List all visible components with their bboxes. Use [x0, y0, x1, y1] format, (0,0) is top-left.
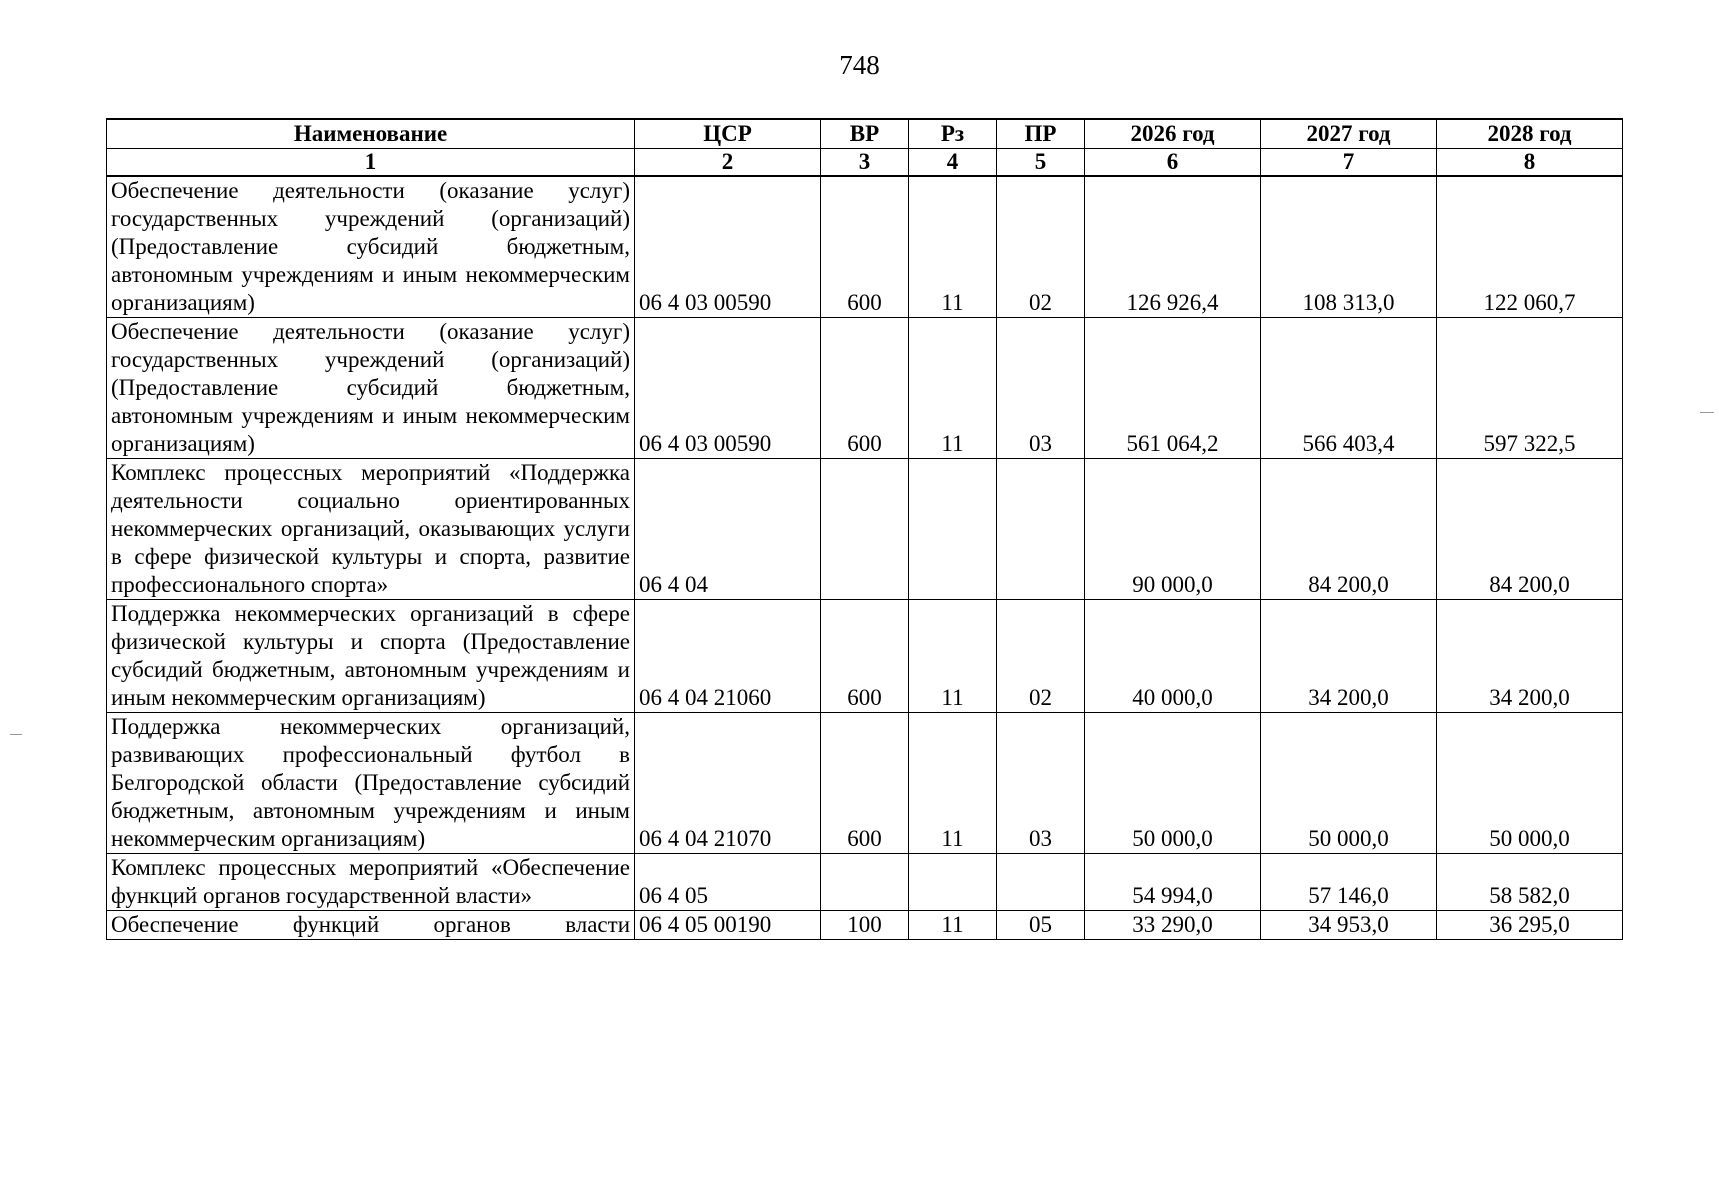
row-name: Обеспечение деятельности (оказание услуг) государственных учреждений (организаций) (Предоставление субсидий бюджетным, автономным учреждениям и иным некоммерческим организациям)	[107, 318, 635, 459]
row-vr: 600	[821, 176, 909, 318]
row-2026: 40 000,0	[1085, 600, 1261, 713]
row-2028: 597 322,5	[1437, 318, 1623, 459]
row-pr	[997, 459, 1085, 600]
table-row	[107, 318, 1623, 459]
row-2027: 84 200,0	[1261, 459, 1437, 600]
row-2027: 34 200,0	[1261, 600, 1437, 713]
row-2028: 58 582,0	[1437, 854, 1623, 911]
budget-table	[106, 118, 1623, 940]
row-rz: 11	[909, 911, 997, 940]
row-name: Поддержка некоммерческих организаций в сфере физической культуры и спорта (Предоставление субсидий бюджетным, автономным учреждениям и иным некоммерческим организациям)	[107, 600, 635, 713]
row-vr: 600	[821, 318, 909, 459]
row-rz: 11	[909, 713, 997, 854]
row-2028: 84 200,0	[1437, 459, 1623, 600]
row-rz: 11	[909, 176, 997, 318]
row-vr	[821, 459, 909, 600]
row-vr: 600	[821, 713, 909, 854]
row-pr: 02	[997, 600, 1085, 713]
row-rz	[909, 459, 997, 600]
row-csr: 06 4 04 21060	[635, 600, 821, 713]
row-name: Обеспечение деятельности (оказание услуг) государственных учреждений (организаций) (Предоставление субсидий бюджетным, автономным учреждениям и иным некоммерческим организациям)	[107, 176, 635, 318]
table-row	[107, 854, 1623, 911]
header-rz: Рз	[909, 119, 997, 149]
row-name: Комплекс процессных мероприятий «Поддержка деятельности социально ориентированных некоммерческих организаций, оказывающих услуги в сфере физической культуры и спорта, развитие профессионального спорта»	[107, 459, 635, 600]
column-number: 2	[635, 149, 821, 177]
header-2026: 2026 год	[1085, 119, 1261, 149]
row-rz: 11	[909, 318, 997, 459]
row-2026: 50 000,0	[1085, 713, 1261, 854]
row-pr: 03	[997, 713, 1085, 854]
table-row	[107, 713, 1623, 854]
header-csr: ЦСР	[635, 119, 821, 149]
row-2028: 36 295,0	[1437, 911, 1623, 940]
header-pr: ПР	[997, 119, 1085, 149]
row-pr: 03	[997, 318, 1085, 459]
page-number: 748	[839, 50, 880, 80]
row-name: Комплекс процессных мероприятий «Обеспечение функций органов государственной власти»	[107, 854, 635, 911]
row-vr: 600	[821, 600, 909, 713]
column-number: 6	[1085, 149, 1261, 177]
column-number: 4	[909, 149, 997, 177]
row-2027: 566 403,4	[1261, 318, 1437, 459]
row-2027: 108 313,0	[1261, 176, 1437, 318]
row-name: Поддержка некоммерческих организаций, развивающих профессиональный футбол в Белгородской области (Предоставление субсидий бюджетным, автономным учреждениям и иным некоммерческим организациям)	[107, 713, 635, 854]
row-csr: 06 4 04	[635, 459, 821, 600]
row-csr: 06 4 04 21070	[635, 713, 821, 854]
row-2026: 90 000,0	[1085, 459, 1261, 600]
row-2026: 561 064,2	[1085, 318, 1261, 459]
row-2026: 126 926,4	[1085, 176, 1261, 318]
header-2028: 2028 год	[1437, 119, 1623, 149]
row-2026: 54 994,0	[1085, 854, 1261, 911]
header-row	[107, 119, 1623, 149]
row-2028: 122 060,7	[1437, 176, 1623, 318]
row-2027: 34 953,0	[1261, 911, 1437, 940]
scan-mark	[1700, 412, 1714, 413]
row-2028: 34 200,0	[1437, 600, 1623, 713]
column-number: 1	[107, 149, 635, 177]
column-number: 7	[1261, 149, 1437, 177]
column-number: 3	[821, 149, 909, 177]
header-name: Наименование	[107, 119, 635, 149]
row-2026: 33 290,0	[1085, 911, 1261, 940]
table-row	[107, 911, 1623, 940]
row-csr: 06 4 05	[635, 854, 821, 911]
row-csr: 06 4 03 00590	[635, 176, 821, 318]
row-rz: 11	[909, 600, 997, 713]
table-row	[107, 459, 1623, 600]
header-2027: 2027 год	[1261, 119, 1437, 149]
row-pr	[997, 854, 1085, 911]
row-csr: 06 4 05 00190	[635, 911, 821, 940]
row-rz	[909, 854, 997, 911]
scan-mark	[10, 734, 22, 735]
row-vr	[821, 854, 909, 911]
table-row	[107, 176, 1623, 318]
column-number: 5	[997, 149, 1085, 177]
row-name: Обеспечение функций органов власти	[107, 911, 635, 940]
row-pr: 05	[997, 911, 1085, 940]
header-vr: ВР	[821, 119, 909, 149]
row-2027: 50 000,0	[1261, 713, 1437, 854]
row-2027: 57 146,0	[1261, 854, 1437, 911]
row-csr: 06 4 03 00590	[635, 318, 821, 459]
row-2028: 50 000,0	[1437, 713, 1623, 854]
row-pr: 02	[997, 176, 1085, 318]
column-number: 8	[1437, 149, 1623, 177]
column-number-row	[107, 149, 1623, 177]
table-row	[107, 600, 1623, 713]
row-vr: 100	[821, 911, 909, 940]
